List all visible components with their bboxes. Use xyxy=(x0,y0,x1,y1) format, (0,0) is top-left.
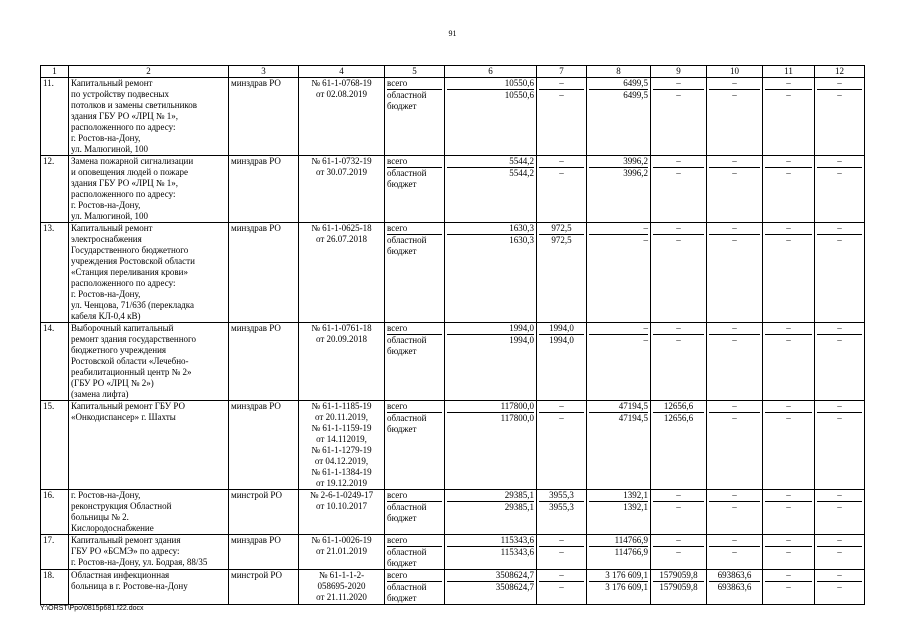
value-cell xyxy=(815,78,865,156)
source-total: всего xyxy=(387,535,442,547)
col-header: 2 xyxy=(69,66,229,78)
value-total: 6499,5 xyxy=(589,78,648,90)
object-name xyxy=(69,78,229,156)
value-regional: – xyxy=(559,90,564,100)
value-regional: – xyxy=(786,547,791,557)
funding-source xyxy=(385,570,445,605)
document-ref-text: № 61-1-0026-19 от 21.01.2019 xyxy=(311,535,372,556)
object-name xyxy=(69,535,229,570)
source-regional: областной бюджет xyxy=(387,502,427,523)
value-total: 3996,2 xyxy=(589,156,648,168)
value-regional: – xyxy=(676,547,681,557)
table-row xyxy=(41,401,865,490)
responsible-org-text: минздрав РО xyxy=(231,401,281,411)
source-total: всего xyxy=(387,223,442,235)
value-regional: – xyxy=(559,582,564,592)
value-total: – xyxy=(539,570,584,582)
value-total: – xyxy=(765,490,812,502)
document-ref xyxy=(299,535,385,570)
value-cell xyxy=(815,401,865,490)
row-number xyxy=(41,490,69,535)
value-total: 3955,3 xyxy=(539,490,584,502)
value-cell xyxy=(651,223,707,323)
value-regional: – xyxy=(559,413,564,423)
responsible-org-text: минстрой РО xyxy=(231,570,283,580)
value-regional: 1392,1 xyxy=(623,502,648,512)
row-number xyxy=(41,78,69,156)
row-number xyxy=(41,401,69,490)
value-cell xyxy=(707,156,763,223)
value-regional: – xyxy=(559,168,564,178)
responsible-org xyxy=(229,156,299,223)
col-header: 7 xyxy=(537,66,587,78)
value-cell xyxy=(587,323,651,401)
document-ref xyxy=(299,401,385,490)
row-number-text: 12. xyxy=(43,156,55,166)
value-cell xyxy=(763,223,815,323)
value-regional: 117800,0 xyxy=(500,413,534,423)
value-cell xyxy=(445,401,537,490)
value-total: – xyxy=(765,223,812,235)
row-number xyxy=(41,535,69,570)
document-ref-text: № 61-1-1-2- 058695-2020 от 21.11.2020 xyxy=(316,570,367,602)
value-total: – xyxy=(539,401,584,413)
row-number-text: 13. xyxy=(43,223,55,233)
value-total: 12656,6 xyxy=(653,401,704,413)
value-total: – xyxy=(817,78,862,90)
budget-table xyxy=(40,65,865,605)
value-cell xyxy=(651,490,707,535)
value-cell xyxy=(707,223,763,323)
value-regional: – xyxy=(732,547,737,557)
object-name xyxy=(69,323,229,401)
source-total: всего xyxy=(387,401,442,413)
value-total: – xyxy=(709,323,760,335)
value-cell xyxy=(587,78,651,156)
table-row xyxy=(41,323,865,401)
responsible-org xyxy=(229,570,299,605)
source-total: всего xyxy=(387,323,442,335)
value-cell xyxy=(537,78,587,156)
value-regional: – xyxy=(786,413,791,423)
source-regional: областной бюджет xyxy=(387,235,427,256)
row-number-text: 17. xyxy=(43,535,55,545)
value-total: 29385,1 xyxy=(447,490,534,502)
document-ref-text: № 61-1-0732-19 от 30.07.2019 xyxy=(311,156,372,177)
source-total: всего xyxy=(387,156,442,168)
value-cell xyxy=(815,490,865,535)
value-total: 5544,2 xyxy=(447,156,534,168)
value-total: 972,5 xyxy=(539,223,584,235)
funding-source xyxy=(385,223,445,323)
value-regional: 1630,3 xyxy=(509,235,534,245)
value-total: – xyxy=(817,223,862,235)
value-total: – xyxy=(589,223,648,235)
object-name-text: Капитальный ремонт по устройству подвесных потолков и замены светильников здания ГБУ РО «ЛРЦ № 1», расположенного по адресу: г. Ростов-на-Дону, ул. Малюгиной, 100 xyxy=(71,78,198,154)
value-cell xyxy=(815,535,865,570)
value-total: – xyxy=(817,535,862,547)
source-regional: областной бюджет xyxy=(387,413,427,434)
value-total: – xyxy=(709,156,760,168)
value-total: 115343,6 xyxy=(447,535,534,547)
value-regional: 693863,6 xyxy=(717,582,752,592)
value-total: – xyxy=(765,323,812,335)
value-total: 114766,9 xyxy=(589,535,648,547)
value-cell xyxy=(587,490,651,535)
table-row xyxy=(41,78,865,156)
value-regional: – xyxy=(837,413,842,423)
value-regional: 3508624,7 xyxy=(495,582,534,592)
col-header: 3 xyxy=(229,66,299,78)
document-ref-text: № 61-1-0625-18 от 26.07.2018 xyxy=(311,223,372,244)
source-regional: областной бюджет xyxy=(387,168,427,189)
responsible-org-text: минстрой РО xyxy=(231,490,283,500)
document-ref-text: № 61-1-0761-18 от 20.09.2018 xyxy=(311,323,372,344)
value-regional: 1579059,8 xyxy=(659,582,698,592)
value-cell xyxy=(445,490,537,535)
value-cell xyxy=(815,570,865,605)
value-regional: – xyxy=(732,90,737,100)
value-total: 47194,5 xyxy=(589,401,648,413)
object-name xyxy=(69,156,229,223)
value-regional: – xyxy=(676,168,681,178)
value-total: – xyxy=(589,323,648,335)
table-row xyxy=(41,490,865,535)
value-regional: – xyxy=(837,547,842,557)
document-ref xyxy=(299,156,385,223)
col-header: 9 xyxy=(651,66,707,78)
col-header: 1 xyxy=(41,66,69,78)
value-regional: 12656,6 xyxy=(663,413,694,423)
value-total: – xyxy=(709,223,760,235)
value-cell xyxy=(763,78,815,156)
value-regional: – xyxy=(676,235,681,245)
funding-source xyxy=(385,156,445,223)
value-cell xyxy=(587,223,651,323)
document-ref xyxy=(299,78,385,156)
source-total: всего xyxy=(387,570,442,582)
value-total: 1994,0 xyxy=(539,323,584,335)
object-name-text: г. Ростов-на-Дону, реконструкция Областной больницы № 2. Кислородоснабжение xyxy=(71,490,172,533)
value-cell xyxy=(537,535,587,570)
value-total: 3508624,7 xyxy=(447,570,534,582)
col-header: 10 xyxy=(707,66,763,78)
value-regional: – xyxy=(786,502,791,512)
value-cell xyxy=(651,401,707,490)
value-cell xyxy=(707,78,763,156)
funding-source xyxy=(385,490,445,535)
row-number-text: 16. xyxy=(43,490,55,500)
table-row xyxy=(41,535,865,570)
responsible-org xyxy=(229,78,299,156)
value-regional: – xyxy=(786,90,791,100)
document-ref xyxy=(299,223,385,323)
value-cell xyxy=(537,401,587,490)
value-regional: – xyxy=(786,582,791,592)
value-cell xyxy=(537,323,587,401)
col-header: 5 xyxy=(385,66,445,78)
value-regional: 3955,3 xyxy=(549,502,574,512)
value-cell xyxy=(537,223,587,323)
value-cell xyxy=(707,490,763,535)
value-cell xyxy=(587,535,651,570)
value-cell xyxy=(815,223,865,323)
object-name-text: Замена пожарной сигнализации и оповещения людей о пожаре здания ГБУ РО «ЛРЦ № 1», расположенного по адресу: г. Ростов-на-Дону, ул. Малюгиной, 100 xyxy=(71,156,194,221)
value-total: 1579059,8 xyxy=(653,570,704,582)
value-total: – xyxy=(817,401,862,413)
row-number xyxy=(41,570,69,605)
object-name xyxy=(69,490,229,535)
value-regional: – xyxy=(732,235,737,245)
value-total: – xyxy=(709,401,760,413)
value-cell xyxy=(445,223,537,323)
value-cell xyxy=(445,323,537,401)
source-regional: областной бюджет xyxy=(387,90,427,111)
value-cell xyxy=(651,78,707,156)
value-regional: – xyxy=(732,335,737,345)
value-total: 1392,1 xyxy=(589,490,648,502)
value-total: – xyxy=(653,535,704,547)
value-total: 3 176 609,1 xyxy=(589,570,648,582)
value-total: – xyxy=(765,535,812,547)
value-regional: – xyxy=(732,413,737,423)
value-total: – xyxy=(817,570,862,582)
responsible-org-text: минздрав РО xyxy=(231,156,281,166)
table-row xyxy=(41,570,865,605)
document-ref xyxy=(299,490,385,535)
value-regional: – xyxy=(837,90,842,100)
value-total: 10550,6 xyxy=(447,78,534,90)
value-total: – xyxy=(653,323,704,335)
header-row xyxy=(41,66,865,78)
value-total: – xyxy=(765,570,812,582)
value-total: – xyxy=(653,223,704,235)
row-number xyxy=(41,223,69,323)
value-regional: – xyxy=(786,235,791,245)
value-cell xyxy=(587,156,651,223)
value-total: – xyxy=(817,490,862,502)
row-number-text: 14. xyxy=(43,323,55,333)
value-regional: – xyxy=(732,502,737,512)
document-ref xyxy=(299,323,385,401)
table-row xyxy=(41,156,865,223)
value-cell xyxy=(537,490,587,535)
value-total: – xyxy=(709,535,760,547)
responsible-org-text: минздрав РО xyxy=(231,223,281,233)
value-regional: 1994,0 xyxy=(549,335,574,345)
table-body xyxy=(41,78,865,605)
value-cell xyxy=(587,401,651,490)
responsible-org-text: минздрав РО xyxy=(231,78,281,88)
object-name-text: Капитальный ремонт ГБУ РО «Онкодиспансер» г. Шахты xyxy=(71,401,186,422)
value-cell xyxy=(763,156,815,223)
value-total: 1994,0 xyxy=(447,323,534,335)
funding-source xyxy=(385,535,445,570)
value-cell xyxy=(763,490,815,535)
row-number xyxy=(41,323,69,401)
value-cell xyxy=(815,156,865,223)
document-ref-text: № 2-6-1-0249-17 от 10.10.2017 xyxy=(309,490,374,511)
value-cell xyxy=(707,401,763,490)
value-total: – xyxy=(653,156,704,168)
table-row xyxy=(41,223,865,323)
value-regional: – xyxy=(837,235,842,245)
responsible-org xyxy=(229,490,299,535)
value-total: – xyxy=(817,323,862,335)
value-regional: 1994,0 xyxy=(509,335,534,345)
value-regional: 29385,1 xyxy=(504,502,534,512)
value-regional: – xyxy=(559,547,564,557)
value-cell xyxy=(651,156,707,223)
object-name-text: Капитальный ремонт электроснабжения Государственного бюджетного учреждения Ростовской области «Станция переливания крови» расположенного по адресу: г. Ростов-на-Дону, ул. Ченцова, 71/63б (перекладка кабеля КЛ-0,4 кВ) xyxy=(71,223,195,321)
value-regional: 115343,6 xyxy=(500,547,534,557)
value-cell xyxy=(815,323,865,401)
value-total: – xyxy=(709,490,760,502)
value-cell xyxy=(537,156,587,223)
value-total: – xyxy=(539,156,584,168)
document-ref xyxy=(299,570,385,605)
value-regional: – xyxy=(837,168,842,178)
col-header: 12 xyxy=(815,66,865,78)
value-regional: 3 176 609,1 xyxy=(605,582,648,592)
source-regional: областной бюджет xyxy=(387,335,427,356)
value-total: – xyxy=(817,156,862,168)
value-cell xyxy=(763,401,815,490)
value-cell xyxy=(763,323,815,401)
value-regional: – xyxy=(643,335,648,345)
row-number-text: 11. xyxy=(43,78,54,88)
source-total: всего xyxy=(387,490,442,502)
value-total: – xyxy=(709,78,760,90)
col-header: 8 xyxy=(587,66,651,78)
value-regional: 10550,6 xyxy=(504,90,534,100)
value-regional: – xyxy=(837,582,842,592)
value-regional: 47194,5 xyxy=(618,413,648,423)
value-cell xyxy=(707,535,763,570)
funding-source xyxy=(385,78,445,156)
value-total: – xyxy=(539,78,584,90)
value-cell xyxy=(445,156,537,223)
source-regional: областной бюджет xyxy=(387,582,427,603)
value-cell xyxy=(445,78,537,156)
value-cell xyxy=(763,570,815,605)
file-path-footer: Y:\ORST\Ppo\0815p681.f22.docx xyxy=(40,605,144,612)
value-total: – xyxy=(539,535,584,547)
document-ref-text: № 61-1-0768-19 от 02.08.2019 xyxy=(311,78,372,99)
value-total: 117800,0 xyxy=(447,401,534,413)
row-number xyxy=(41,156,69,223)
object-name xyxy=(69,570,229,605)
value-cell xyxy=(651,323,707,401)
value-total: – xyxy=(653,78,704,90)
value-regional: 114766,9 xyxy=(614,547,648,557)
value-regional: 6499,5 xyxy=(623,90,648,100)
col-header: 4 xyxy=(299,66,385,78)
value-total: – xyxy=(765,156,812,168)
document-ref-text: № 61-1-1185-19 от 20.11.2019, № 61-1-1159-19 от 14.112019, № 61-1-1279-19 от 04.12.2019, № 61-1-1384-19 от 19.12.2019 xyxy=(311,401,372,488)
value-regional: 3996,2 xyxy=(623,168,648,178)
funding-source xyxy=(385,401,445,490)
object-name-text: Выборочный капитальный ремонт здания государственного бюджетного учреждения Ростовской области «Лечебно- реабилитационный центр № 2» (ГБУ РО «ЛРЦ № 2») (замена лифта) xyxy=(71,323,196,399)
col-header: 11 xyxy=(763,66,815,78)
value-regional: – xyxy=(676,502,681,512)
object-name xyxy=(69,223,229,323)
value-total: 693863,6 xyxy=(709,570,760,582)
value-cell xyxy=(651,535,707,570)
value-regional: – xyxy=(732,168,737,178)
value-cell xyxy=(707,323,763,401)
responsible-org-text: минздрав РО xyxy=(231,323,281,333)
row-number-text: 15. xyxy=(43,401,55,411)
value-total: – xyxy=(765,401,812,413)
value-regional: – xyxy=(786,335,791,345)
value-regional: – xyxy=(837,502,842,512)
source-total: всего xyxy=(387,78,442,90)
value-regional: 972,5 xyxy=(551,235,572,245)
object-name-text: Капитальный ремонт здания ГБУ РО «БСМЭ» по адресу: г. Ростов-на-Дону, ул. Бодрая, 88/35 xyxy=(71,535,208,567)
value-cell xyxy=(445,535,537,570)
value-cell xyxy=(537,570,587,605)
value-regional: – xyxy=(643,235,648,245)
value-cell xyxy=(707,570,763,605)
page-number: 91 xyxy=(448,29,457,38)
value-cell xyxy=(587,570,651,605)
value-cell xyxy=(763,535,815,570)
source-regional: областной бюджет xyxy=(387,547,427,568)
value-regional: 5544,2 xyxy=(509,168,534,178)
row-number-text: 18. xyxy=(43,570,55,580)
object-name xyxy=(69,401,229,490)
responsible-org-text: минздрав РО xyxy=(231,535,281,545)
value-regional: – xyxy=(786,168,791,178)
value-regional: – xyxy=(837,335,842,345)
value-total: – xyxy=(653,490,704,502)
value-total: 1630,3 xyxy=(447,223,534,235)
responsible-org xyxy=(229,535,299,570)
responsible-org xyxy=(229,401,299,490)
col-header: 6 xyxy=(445,66,537,78)
value-total: – xyxy=(765,78,812,90)
responsible-org xyxy=(229,223,299,323)
value-regional: – xyxy=(676,335,681,345)
responsible-org xyxy=(229,323,299,401)
value-cell xyxy=(445,570,537,605)
funding-source xyxy=(385,323,445,401)
value-cell xyxy=(651,570,707,605)
value-regional: – xyxy=(676,90,681,100)
object-name-text: Областная инфекционная больница в г. Ростове-на-Дону xyxy=(71,570,188,591)
